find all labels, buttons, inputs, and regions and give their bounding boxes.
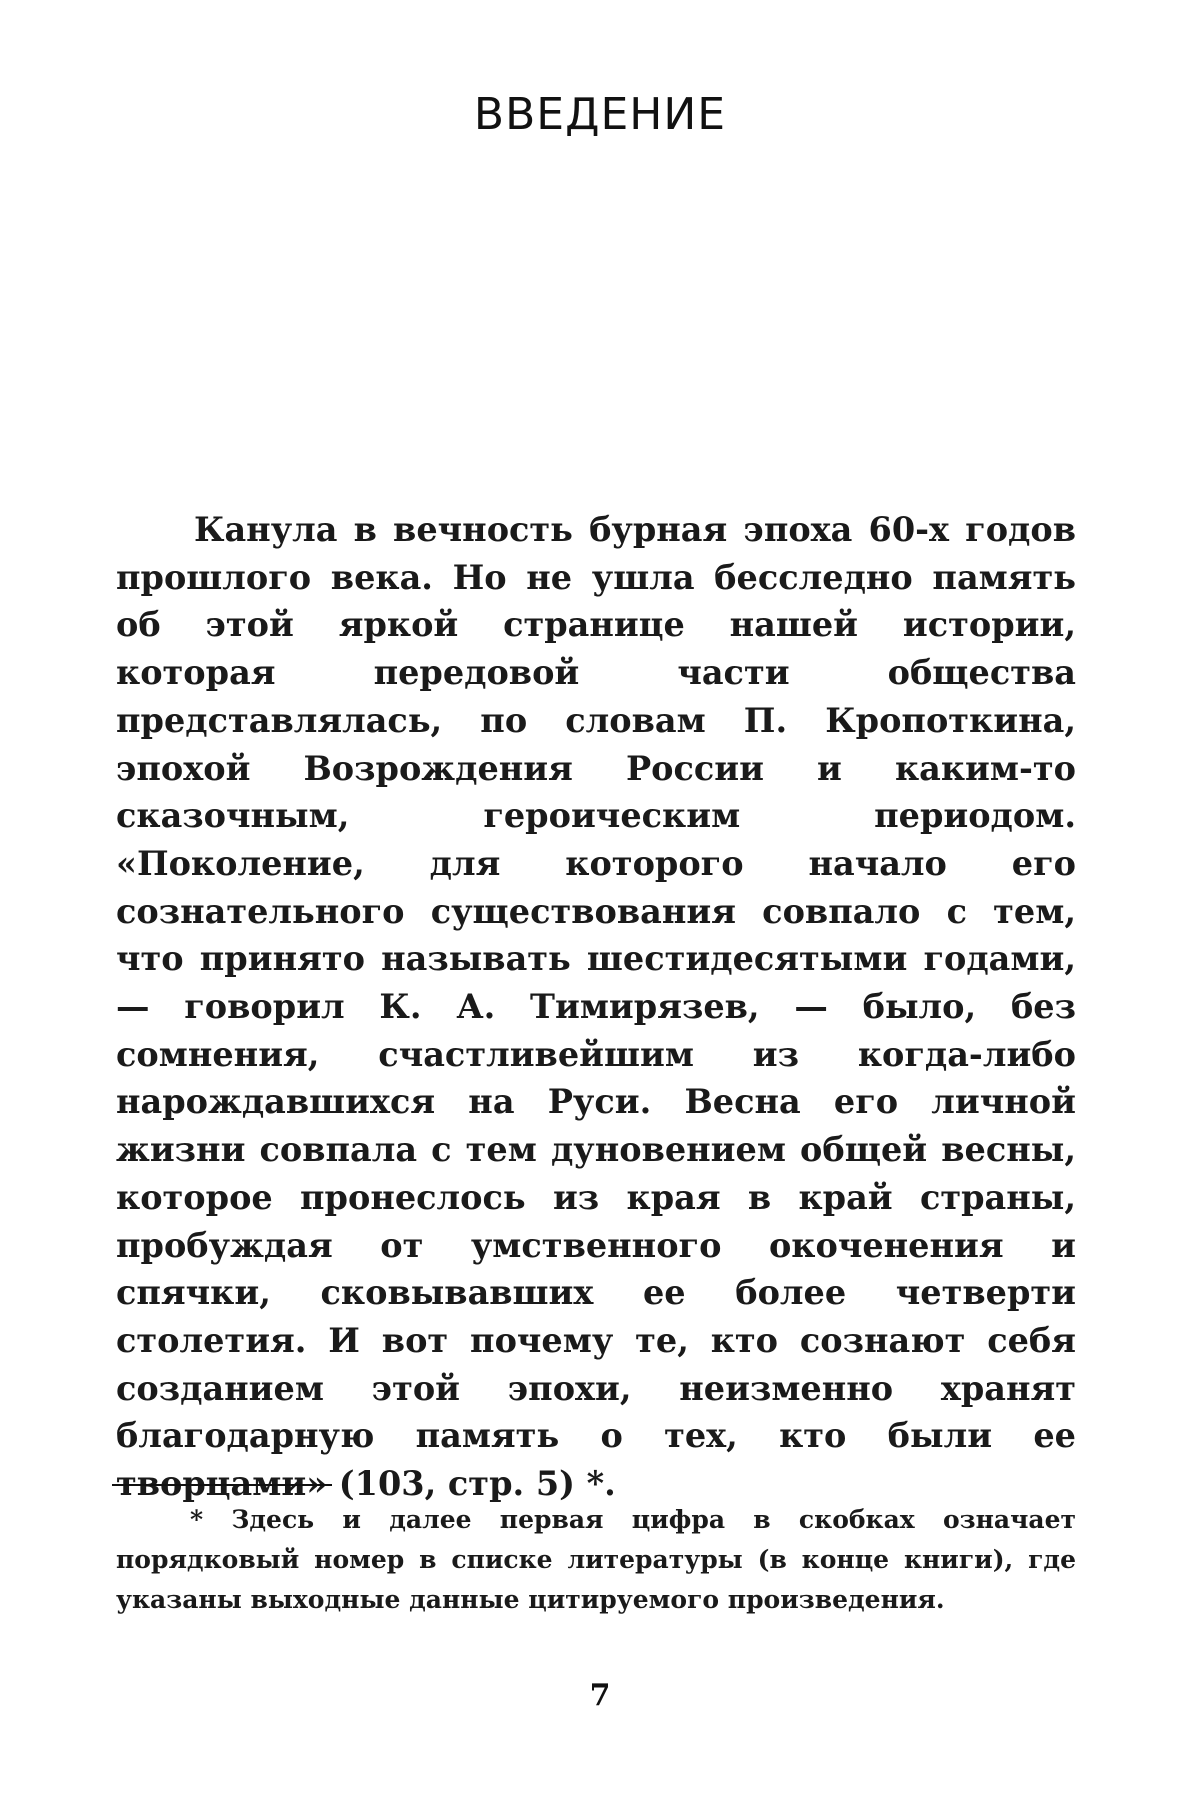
page-number: 7 [589,1678,611,1713]
body-paragraph: Канула в вечность бурная эпоха 60-х годов прошлого века. Но не ушла бесследно память об этой яркой странице нашей истории, которая передовой части общества представлялась, по словам П. Кропоткина, эпохой Возрождения России и каким-то сказочным, героическим периодом. «Поколение, для которого начало его сознательного существования совпало с тем, что принято называть шестидесятыми годами, — говорил К. А. Тимирязев, — было, без сомнения, счастливейшим из когда-либо нарождавшихся на Руси. Весна его личной жизни совпала с тем дуновением общей весны, которое пронеслось из края в край страны, пробуждая от умственного окоченения и спячки, сковывавших ее более четверти столетия. И вот почему те, кто сознают себя созданием этой эпохи, неизменно хранят благодарную память о тех, кто были ее творцами» (103, стр. 5) *. [116,510,1076,1504]
chapter-title: ВВЕДЕНИЕ [473,89,727,141]
footnote-text: * Здесь и далее первая цифра в скобках означает порядковый номер в списке литературы (в конце книги), где указаны выходные данные цитируемого произведения. [116,1505,1076,1614]
footnote-divider [112,1484,332,1486]
